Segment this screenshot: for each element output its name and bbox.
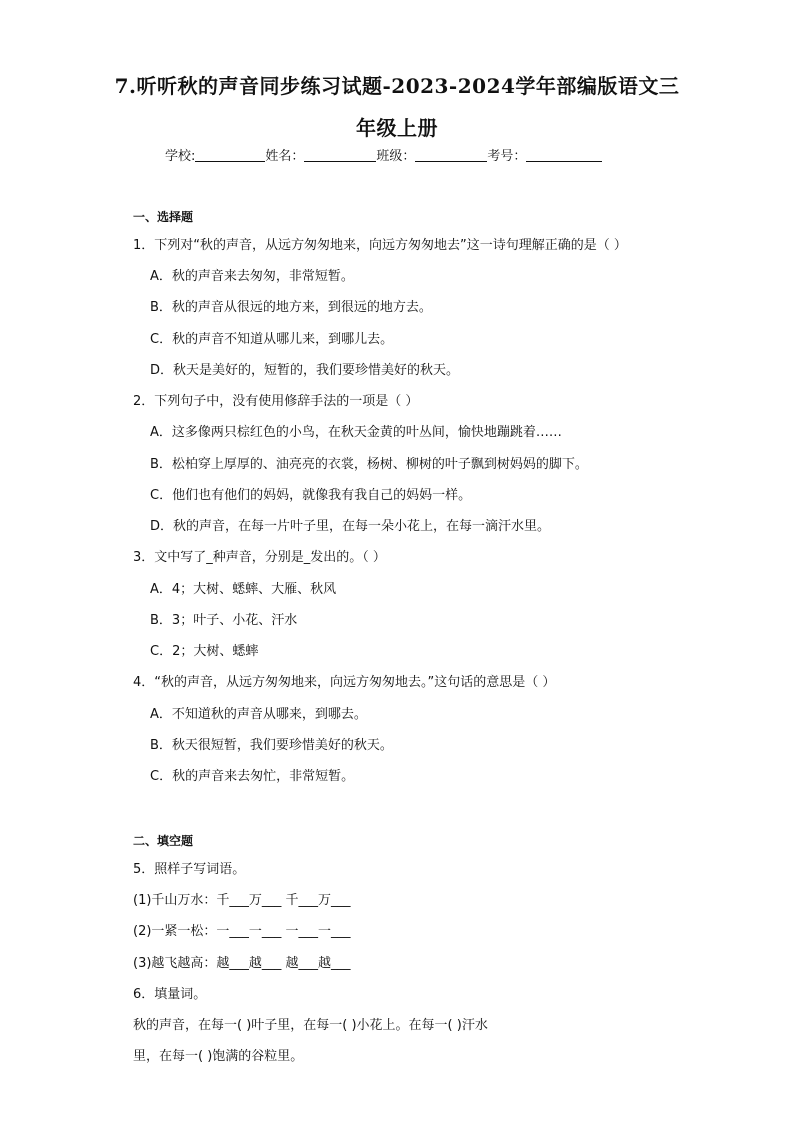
question-2-option-a[interactable]: A．这多像两只棕红色的小鸟，在秋天金黄的叶丛间，愉快地蹦跳着…… (150, 425, 562, 440)
name-blank[interactable] (304, 149, 376, 162)
question-5-line-2[interactable]: (2)一紧一松：一___一___ 一___一___ (133, 924, 351, 939)
question-2-option-d[interactable]: D．秋的声音，在每一片叶子里，在每一朵小花上，在每一滴汗水里。 (150, 519, 551, 534)
section-heading-choice: 一、选择题 (133, 210, 194, 224)
question-4-option-b[interactable]: B．秋天很短暂，我们要珍惜美好的秋天。 (150, 738, 393, 753)
section-heading-fill: 二、填空题 (133, 834, 194, 848)
class-label: 班级： (376, 149, 416, 164)
question-4-stem: 4．“秋的声音，从远方匆匆地来，向远方匆匆地去。”这句话的意思是（ ） (133, 675, 556, 690)
question-6-text-line-2[interactable]: 里，在每一( )饱满的谷粒里。 (133, 1049, 304, 1064)
name-label: 姓名： (265, 149, 305, 164)
question-3-stem: 3．文中写了_种声音，分别是_发出的。（ ） (133, 550, 386, 565)
question-4-option-a[interactable]: A．不知道秋的声音从哪来，到哪去。 (150, 707, 367, 722)
class-blank[interactable] (415, 149, 487, 162)
question-3-option-a[interactable]: A．4；大树、蟋蟀、大雁、秋风 (150, 582, 337, 597)
question-1-option-c[interactable]: C．秋的声音不知道从哪儿来，到哪儿去。 (150, 332, 394, 347)
school-label: 学校: (165, 149, 196, 164)
question-6-stem: 6．填量词。 (133, 987, 207, 1002)
question-1-option-b[interactable]: B．秋的声音从很远的地方来，到很远的地方去。 (150, 300, 432, 315)
question-4-option-c[interactable]: C．秋的声音来去匆忙，非常短暂。 (150, 769, 355, 784)
question-1-option-d[interactable]: D．秋天是美好的，短暂的，我们要珍惜美好的秋天。 (150, 363, 460, 378)
question-5-line-3[interactable]: (3)越飞越高：越___越___ 越___越___ (133, 956, 351, 971)
question-5-line-1[interactable]: (1)千山万水：千___万___ 千___万___ (133, 893, 351, 908)
question-5-stem: 5．照样子写词语。 (133, 862, 246, 877)
number-blank[interactable] (526, 149, 602, 162)
question-6-text-line-1[interactable]: 秋的声音，在每一( )叶子里，在每一( )小花上。在每一( )汗水 (133, 1018, 488, 1033)
page-title-line1: 7.听听秋的声音同步练习试题-2023-2024学年部编版语文三 (114, 74, 680, 98)
question-1-option-a[interactable]: A．秋的声音来去匆匆，非常短暂。 (150, 269, 354, 284)
question-2-stem: 2．下列句子中，没有使用修辞手法的一项是（ ） (133, 394, 419, 409)
number-label: 考号： (487, 149, 527, 164)
question-3-option-c[interactable]: C．2；大树、蟋蟀 (150, 644, 259, 659)
question-3-option-b[interactable]: B．3；叶子、小花、汗水 (150, 613, 298, 628)
question-2-option-b[interactable]: B．松柏穿上厚厚的、油亮亮的衣裳，杨树、柳树的叶子飘到树妈妈的脚下。 (150, 457, 588, 472)
student-info-row (165, 145, 602, 164)
question-2-option-c[interactable]: C．他们也有他们的妈妈，就像我有我自己的妈妈一样。 (150, 488, 472, 503)
question-1-stem: 1．下列对“秋的声音，从远方匆匆地来，向远方匆匆地去”这一诗句理解正确的是（ ） (133, 238, 627, 253)
school-blank[interactable] (195, 149, 265, 162)
page-title-line2: 年级上册 (356, 116, 438, 140)
